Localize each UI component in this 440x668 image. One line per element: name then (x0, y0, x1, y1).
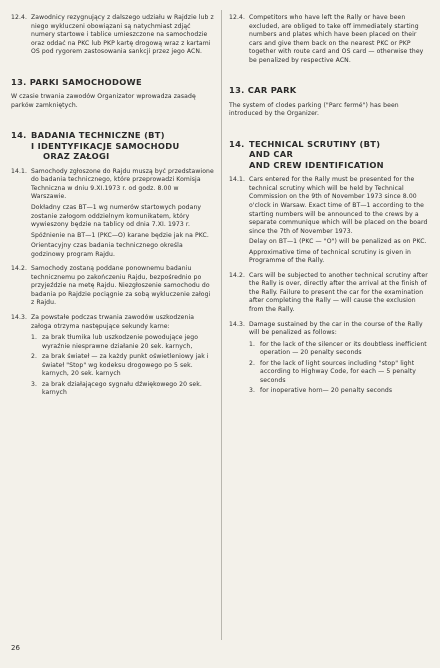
list-text: za brak świateł — za każdy punkt oświetleniowy jak i świateł "Stop" wg kodeksu drogowego po 5 sek. karnych, 20 sek. karnych (42, 353, 209, 378)
section-number: 12.4. (11, 14, 28, 21)
section-number: 14.1. (229, 176, 246, 184)
english-column (229, 14, 429, 399)
heading-number: 14. (11, 130, 27, 141)
paragraph-sub-1: Delay on BT—1 (PKC — "O") will be penalized as on PKC. (249, 238, 427, 246)
section-14-1-en (229, 176, 429, 265)
penalty-list (249, 341, 429, 396)
paragraph-sub-1: Dokładny czas BT—1 wg numerów startowych podany zostanie załogom oddzielnym komunikatem, który wywieszony będzie na tablicy od dnia 7.XI. 1973 r. (31, 204, 202, 229)
heading-14-pl (11, 130, 214, 162)
section-number: 14.1. (11, 167, 28, 175)
section-14-2-pl (11, 265, 214, 308)
list-item (31, 381, 214, 398)
paragraph-text: Cars entered for the Rally must be presented for the technical scrutiny which will be held by Technical Commission on the 9th of November 1973 since 8.00 o'clock in Warsaw. Exact time of BT—1 according to the starting numbers will be announced to the crews by a separate communique which will be placed on the board since the 7th of November 1973. (249, 176, 428, 235)
heading-13-pl: 13. PARKI SAMOCHODOWE (11, 76, 142, 87)
heading-line-1: TECHNICAL SCRUTINY (BT) (249, 138, 381, 149)
paragraph-sub-3: Orientacyjny czas badania technicznego określa godzinowy program Rajdu. (31, 242, 183, 258)
paragraph-text: Damage sustained by the car in the course of the Rally will be penalized as follows: (249, 320, 423, 337)
heading-line-3: ORAZ ZAŁOGI (43, 151, 110, 162)
section-14-2-en (229, 272, 429, 315)
section-number: 14.2. (11, 265, 28, 273)
paragraph-text: Competitors who have left the Rally or have been excluded, are obliged to take off immediately starting numbers and plates which have been placed on their cars and give them back on the nearest PKC or PKP together with route card and OS card — otherwise they be penalized by respective ACN. (249, 14, 424, 64)
heading-line-3: AND CREW IDENTIFICATION (249, 159, 384, 170)
section-14-3-en (229, 321, 429, 396)
section-12-4-pl (11, 14, 214, 57)
section-number: 14.3. (11, 314, 28, 322)
list-text: for inoperative horn— 20 penalty seconds (260, 387, 393, 395)
list-item (249, 387, 429, 396)
section-number: 14.2. (229, 271, 246, 279)
paragraph-sub-2: Approximative time of technical scrutiny is given in Programme of the Rally. (249, 248, 411, 265)
list-item (31, 353, 214, 379)
paragraph-text: Cars will be subjected to another technical scrutiny after the Rally is over, directly after the arrival at the finish of the Rally. Failure to present the car for the examination after completing the Rally — will cause the exclusion from the Rally. (249, 271, 428, 314)
list-text: for the lack of light sources including "stop" light according to Highway Code, for each — 5 penalty seconds (260, 359, 416, 384)
heading-line-1: BADANIA TECHNICZNE (BT) (31, 130, 165, 141)
heading-line-2: AND CAR (249, 149, 294, 160)
section-14-3-pl (11, 314, 214, 398)
polish-column (11, 14, 214, 401)
section-number: 12.4. (229, 14, 246, 21)
list-number: 3. (249, 387, 256, 395)
paragraph-13-en: The system of clodes parking ("Parc fermé") has been introduced by the Organizer. (229, 101, 399, 118)
section-14-1-pl (11, 168, 214, 259)
paragraph-13-pl: W czasie trwania zawodów Organizator wprowadza zasadę parków zamkniętych. (11, 93, 196, 109)
list-text: za brak tłumika lub uszkodzenie powodujące jego wyraźnie niesprawne działanie 20 sek. karnych, (42, 334, 199, 350)
paragraph-text: Samochody zgłoszone do Rajdu muszą być przedstawione do badania technicznego, które przeprowadzi Komisja Techniczna w dniu 9.XI.1973 r. od godz. 8.00 w Warszawie. (31, 167, 214, 201)
list-number: 2. (249, 359, 256, 367)
heading-14-en (229, 139, 429, 171)
list-item (31, 334, 214, 351)
paragraph-text: Samochody zostaną poddane ponownemu badaniu technicznemu po zakończeniu Rajdu, bezpośrednio po przyjeździe na metę Rajdu. Niezgłoszenie samochodu do badania po Rajdzie pociągnie za sobą wykluczenie załogi z Rajdu. (31, 265, 211, 307)
page-number: 26 (11, 644, 20, 652)
paragraph-text: Zawodnicy rezygnujący z dalszego udziału w Rajdzie lub z niego wykluczeni obowiązani są natychmiast zdjąć numery startowe i tablice umieszczone na samochodzie oraz oddać na PKC lub PKP kartę drogową wraz z kartami OS pod rygorem zastosowania sankcji przez jego ACN. (31, 14, 214, 56)
section-number: 14.3. (229, 320, 246, 328)
list-number: 2. (31, 353, 38, 361)
heading-line-2: I IDENTYFIKACJE SAMOCHODU (31, 140, 180, 151)
penalty-list (31, 334, 214, 398)
list-item (249, 341, 429, 358)
list-number: 1. (31, 334, 38, 342)
list-text: za brak działającego sygnału dźwiękowego 20 sek. karnych (42, 380, 202, 397)
list-text: for the lack of the silencer or its doubtless inefficient operation — 20 penalty seconds (260, 340, 427, 357)
paragraph-text: Za powstałe podczas trwania zawodów uszkodzenia załoga otrzyma następujące sekundy karne: (31, 314, 195, 330)
heading-number: 14. (229, 138, 245, 149)
list-number: 1. (249, 340, 256, 348)
paragraph-sub-2: Spóźnienie na BT—1 (PKC—O) karane będzie jak na PKC. (31, 231, 209, 239)
column-divider (221, 10, 222, 640)
section-12-4-en (229, 14, 429, 65)
heading-13-en: 13. CAR PARK (229, 85, 297, 96)
list-item (249, 360, 429, 386)
list-number: 3. (31, 380, 38, 388)
